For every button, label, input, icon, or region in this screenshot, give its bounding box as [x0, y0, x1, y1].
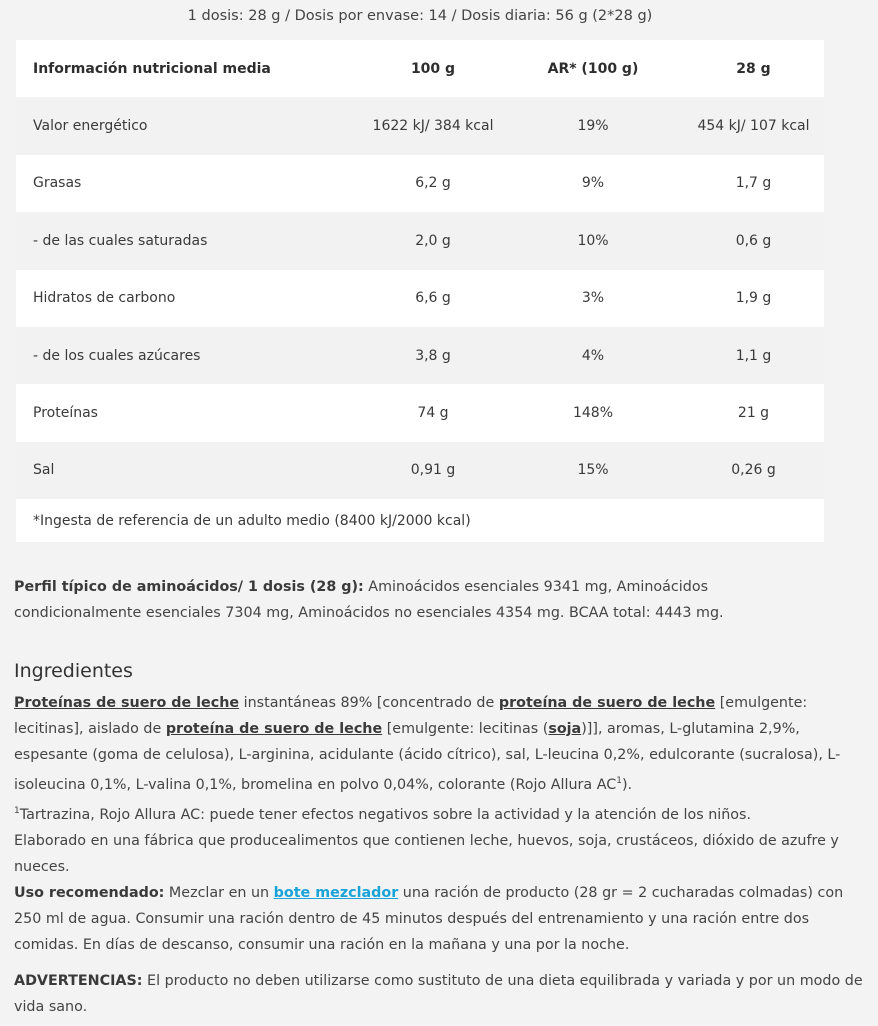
cell-ar: 15%: [503, 442, 683, 499]
table-header-row: [16, 40, 824, 97]
cell-nutrient: Valor energético: [16, 97, 363, 154]
cell-100g: 2,0 g: [363, 212, 503, 269]
shaker-link[interactable]: bote mezclador: [273, 885, 399, 901]
warnings-section: [14, 968, 864, 1020]
allergen-whey-1: Proteínas de suero de leche: [14, 695, 240, 711]
cell-nutrient: - de los cuales azúcares: [16, 327, 363, 384]
cell-28g: 1,7 g: [683, 155, 824, 212]
warnings-label: ADVERTENCIAS:: [14, 973, 143, 989]
cell-28g: 454 kJ/ 107 kcal: [683, 97, 824, 154]
header-100g: 100 g: [363, 40, 503, 97]
ingredients-heading: Ingredientes: [14, 660, 133, 682]
cell-nutrient: Grasas: [16, 155, 363, 212]
cell-100g: 6,2 g: [363, 155, 503, 212]
table-row: [16, 327, 824, 384]
cell-nutrient: Sal: [16, 442, 363, 499]
cell-ar: 4%: [503, 327, 683, 384]
amino-label: Perfil típico de aminoácidos/ 1 dosis (28 g):: [14, 579, 364, 595]
cell-nutrient: Proteínas: [16, 384, 363, 441]
usage-label: Uso recomendado:: [14, 885, 165, 901]
table-row: [16, 270, 824, 327]
factory-allergen-note: Elaborado en una fábrica que producealimentos que contienen leche, huevos, soja, crustáceos, dióxido de azufre y nueces.: [14, 832, 839, 875]
cell-28g: 21 g: [683, 384, 824, 441]
footnote-marker: 1: [14, 805, 20, 816]
header-28g: 28 g: [683, 40, 824, 97]
footnote-marker: 1: [616, 776, 622, 786]
cell-100g: 1622 kJ/ 384 kcal: [363, 97, 503, 154]
ingredients-part: instantáneas 89% [concentrado de: [239, 695, 499, 711]
nutrition-table: [16, 40, 824, 542]
reference-intake-note: *Ingesta de referencia de un adulto medio (8400 kJ/2000 kcal): [16, 499, 824, 542]
table-footnote-row: [16, 499, 824, 542]
cell-28g: 0,26 g: [683, 442, 824, 499]
cell-100g: 6,6 g: [363, 270, 503, 327]
ingredients-text: [14, 690, 864, 880]
cell-ar: 148%: [503, 384, 683, 441]
cell-nutrient: Hidratos de carbono: [16, 270, 363, 327]
colorant-warning: Tartrazina, Rojo Allura AC: puede tener efectos negativos sobre la actividad y la atención de los niños.: [19, 806, 752, 823]
usage-section: [14, 880, 864, 958]
cell-100g: 0,91 g: [363, 442, 503, 499]
ingredients-part: [emulgente: lecitinas (: [382, 721, 549, 737]
cell-ar: 19%: [503, 97, 683, 154]
ingredients-part: )]], aromas, L-glutamina 2,9%, espesante (goma de celulosa), L-arginina, acidulante (ácido cítrico), sal, L-leucina 0,2%, edulcorante (sucralosa), L-isoleucina 0,1%, L-valina 0,1%, bromelina en polvo 0,04%, colorante (Rojo Allura AC: [14, 721, 841, 793]
cell-ar: 10%: [503, 212, 683, 269]
cell-ar: 9%: [503, 155, 683, 212]
cell-100g: 74 g: [363, 384, 503, 441]
cell-28g: 1,9 g: [683, 270, 824, 327]
allergen-whey-2: proteína de suero de leche: [498, 695, 716, 711]
table-row: [16, 212, 824, 269]
serving-info: 1 dosis: 28 g / Dosis por envase: 14 / Dosis diaria: 56 g (2*28 g): [187, 8, 653, 24]
ingredients-part: [emulgente: lecitinas], aislado de: [14, 695, 808, 737]
ingredients-part: ).: [621, 776, 633, 793]
cell-nutrient: - de las cuales saturadas: [16, 212, 363, 269]
cell-100g: 3,8 g: [363, 327, 503, 384]
header-nutrient: Información nutricional media: [16, 40, 363, 97]
amino-profile: [14, 574, 814, 626]
cell-ar: 3%: [503, 270, 683, 327]
warnings-text: El producto no deben utilizarse como sustituto de una dieta equilibrada y variada y por un modo de vida sano.: [14, 973, 863, 1015]
allergen-soy: soja: [548, 721, 582, 737]
cell-28g: 1,1 g: [683, 327, 824, 384]
cell-28g: 0,6 g: [683, 212, 824, 269]
table-row: [16, 384, 824, 441]
amino-text: Aminoácidos esenciales 9341 mg, Aminoácidos condicionalmente esenciales 7304 mg, Aminoácidos no esenciales 4354 mg. BCAA total: 4443 mg.: [14, 579, 724, 621]
allergen-whey-3: proteína de suero de leche: [165, 721, 383, 737]
header-ar: AR* (100 g): [503, 40, 683, 97]
table-row: [16, 442, 824, 499]
table-row: [16, 155, 824, 212]
usage-text: Mezclar en un: [164, 885, 274, 901]
table-row: [16, 97, 824, 154]
usage-text: una ración de producto (28 gr = 2 cucharadas colmadas) con 250 ml de agua. Consumir una ración dentro de 45 minutos después del entrenamiento y una ración entre dos comidas. En días de descanso, consumir una ración en la mañana y una por la noche.: [14, 885, 844, 953]
